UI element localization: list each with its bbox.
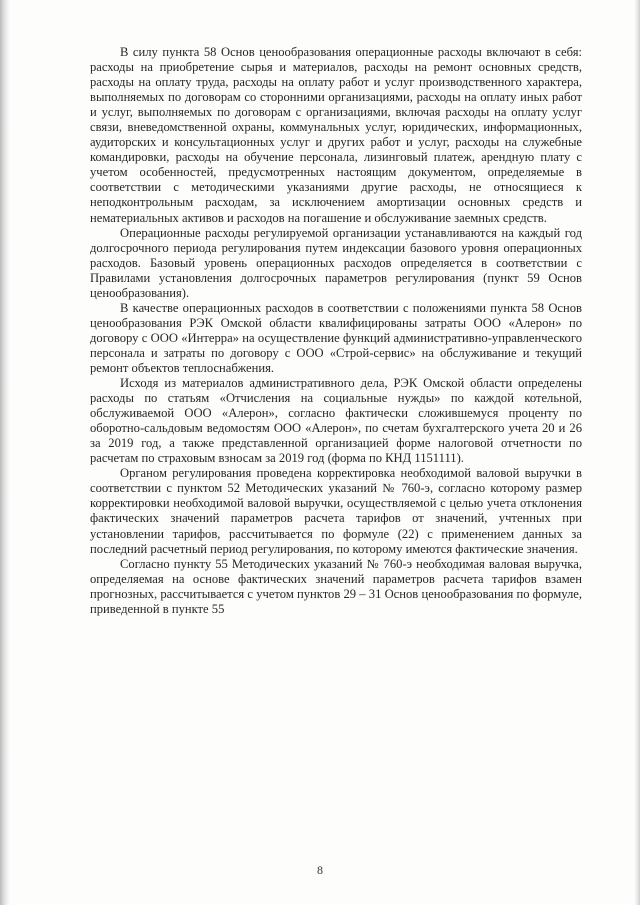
- paragraph-revenue-adjustment: Органом регулирования проведена корректировка необходимой валовой выручки в соответствии с пунктом 52 Методических указаний № 760-э, согласно которому размер корректировки необходимой валовой выручки, осуществляемой с целью учета отклонения фактических значений параметров расчета тарифов от значений, учтенных при установлении тарифов, рассчитывается по формуле (22) с применением данных за последний расчетный период регулирования, по которому имеются фактические значения.: [90, 466, 582, 556]
- paragraph-aleron-contracts: В качестве операционных расходов в соответствии с положениями пункта 58 Основ ценообразования РЭК Омской области квалифицированы затраты ООО «Алерон» по договору с ООО «Интерра» на осуществление функций административно-управленческого персонала и затраты по договору с ООО «Строй-сервис» на обслуживание и текущий ремонт объектов теплоснабжения.: [90, 300, 582, 375]
- page-number: 8: [317, 863, 323, 877]
- scan-shadow-right: [634, 0, 640, 905]
- paragraph-base-level: Операционные расходы регулируемой организации устанавливаются на каждый год долгосрочного периода регулирования путем индексации базового уровня операционных расходов. Базовый уровень операционных расходов определяется в соответствии с Правилами установления долгосрочных параметров регулирования (пункт 59 Основ ценообразования).: [90, 225, 582, 300]
- document-body: [90, 45, 582, 617]
- paragraph-point-55: Согласно пункту 55 Методических указаний № 760-э необходимая валовая выручка, определяемая на основе фактических значений параметров расчета тарифов взамен прогнозных, рассчитывается с учетом пунктов 29 – 31 Основ ценообразования по формуле, приведенной в пункте 55: [90, 556, 582, 616]
- scan-shadow-left: [0, 0, 10, 905]
- paragraph-operating-expenses-definition: В силу пункта 58 Основ ценообразования операционные расходы включают в себя: расходы на приобретение сырья и материалов, расходы на ремонт основных средств, расходы на оплату труда, расходы на оплату работ и услуг производственного характера, выполняемых по договорам со сторонними организациями, расходы на оплату иных работ и услуг, выполняемых по договорам с организациями, включая расходы на оплату услуг связи, вневедомственной охраны, коммунальных услуг, юридических, информационных, аудиторских и консультационных услуг и других работ и услуг, расходы на служебные командировки, расходы на обучение персонала, лизинговый платеж, арендную плату с учетом особенностей, предусмотренных настоящим документом, определяемые в соответствии с методическими указаниями другие расходы, не относящиеся к неподконтрольным расходам, за исключением амортизации основных средств и нематериальных активов и расходов на погашение и обслуживание заемных средств.: [90, 45, 582, 225]
- paragraph-social-contributions: Исходя из материалов административного дела, РЭК Омской области определены расходы по статьям «Отчисления на социальные нужды» по каждой котельной, обслуживаемой ООО «Алерон», согласно фактически сложившемуся проценту по оборотно-сальдовым ведомостям ООО «Алерон», по счетам бухгалтерского учета 20 и 26 за 2019 год, а также представленной организацией форме налоговой отчетности по расчетам по страховым взносам за 2019 год (форма по КНД 1151111).: [90, 376, 582, 466]
